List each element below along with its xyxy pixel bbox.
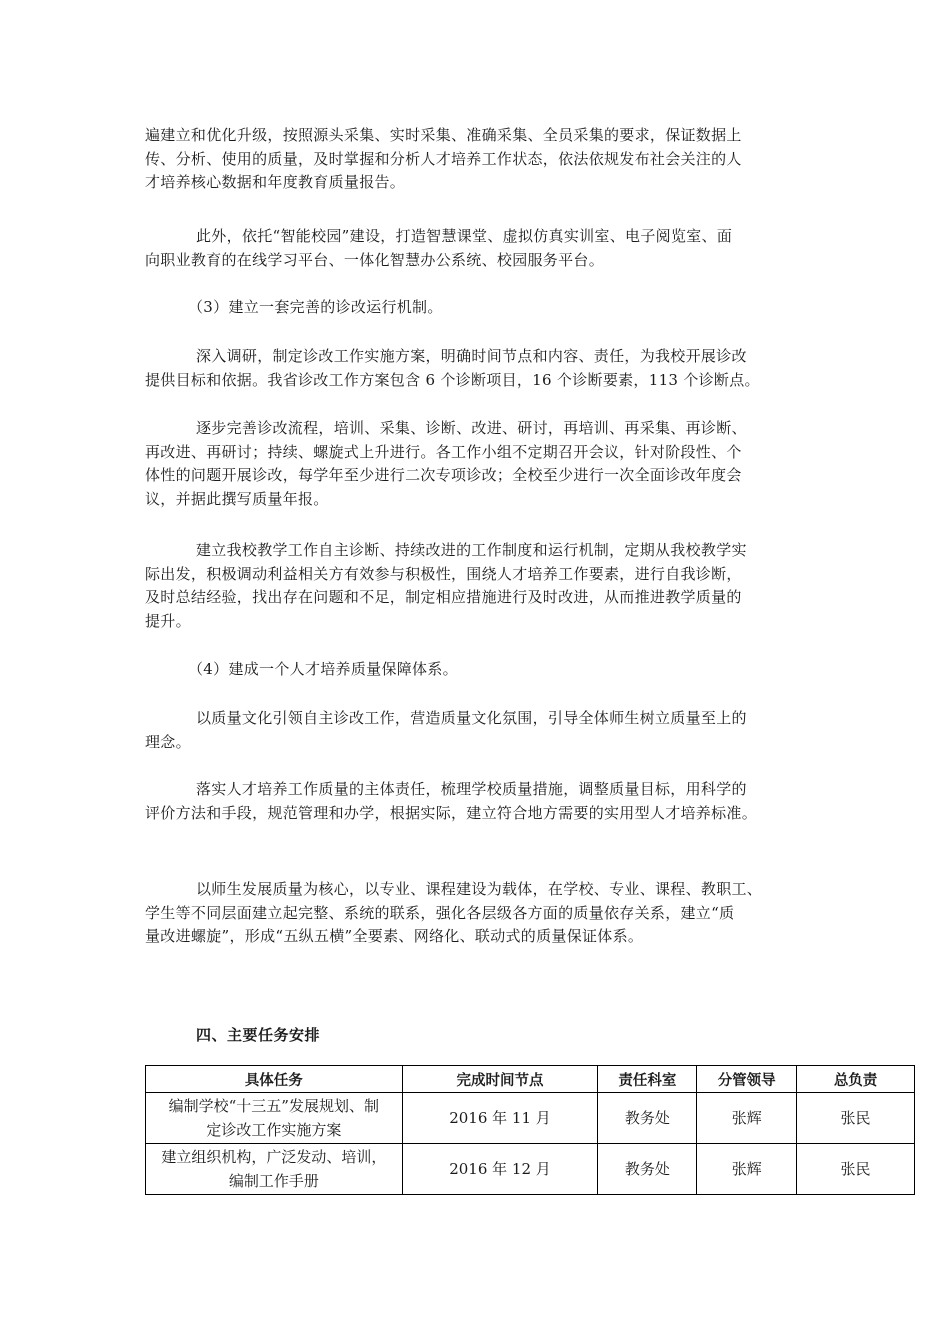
text-line: 提升。	[145, 611, 191, 630]
deadline-cell: 2016 年 12 月	[402, 1144, 598, 1195]
text-line: 评价方法和手段，规范管理和办学，根据实际，建立符合地方需要的实用型人才培养标准。	[145, 803, 758, 822]
task-line: 建立组织机构，广泛发动、培训，	[161, 1148, 387, 1166]
text-line: 际出发，积极调动利益相关方有效参与积极性，围绕人才培养工作要素，进行自我诊断，	[145, 564, 742, 583]
subheading-3	[145, 296, 815, 320]
task-table	[145, 1065, 915, 1195]
text-line: 以质量文化引领自主诊改工作，营造质量文化氛围，引导全体师生树立质量至上的	[196, 709, 747, 727]
text-line: 向职业教育的在线学习平台、一体化智慧办公系统、校园服务平台。	[145, 250, 605, 269]
subheading-4	[145, 658, 815, 682]
paragraph-responsibility	[145, 778, 815, 825]
text-line: 提供目标和依据。我省诊改工作方案包含 6 个诊断项目，16 个诊断要素，113 个诊断点。	[145, 370, 760, 389]
text-line: 再改进、再研讨；持续、螺旋式上升进行。各工作小组不定期召开会议，针对阶段性、个	[145, 442, 742, 461]
section-heading: 四、主要任务安排	[196, 1026, 321, 1044]
text-line: 以师生发展质量为核心，以专业、课程建设为载体，在学校、专业、课程、教职工、	[196, 880, 763, 898]
leader-cell: 张辉	[697, 1144, 797, 1195]
text-line: 逐步完善诊改流程，培训、采集、诊断、改进、研讨，再培训、再采集、再诊断、	[196, 419, 747, 437]
deadline-cell: 2016 年 11 月	[402, 1093, 598, 1144]
text-line: 建立我校教学工作自主诊断、持续改进的工作制度和运行机制，定期从我校教学实	[196, 541, 747, 559]
paragraph-data-collection	[145, 124, 815, 195]
text-line: 深入调研，制定诊改工作实施方案，明确时间节点和内容、责任，为我校开展诊改	[196, 347, 747, 365]
text-line: 学生等不同层面建立起完整、系统的联系，强化各层级各方面的质量依存关系，建立“质	[145, 903, 735, 922]
task-cell	[146, 1093, 403, 1144]
table-row	[146, 1093, 915, 1144]
text-line: 体性的问题开展诊改，每学年至少进行二次专项诊改；全校至少进行一次全面诊改年度会	[145, 466, 742, 484]
text-line: （3）建立一套完善的诊改运行机制。	[188, 298, 443, 316]
text-line: 量改进螺旋”，形成“五纵五横”全要素、网络化、联动式的质量保证体系。	[145, 927, 644, 945]
column-header: 完成时间节点	[402, 1066, 598, 1093]
column-header: 总负责	[797, 1066, 915, 1093]
text-line: 议，并据此撰写质量年报。	[145, 489, 329, 508]
column-header: 责任科室	[598, 1066, 697, 1093]
text-line: （4）建成一个人才培养质量保障体系。	[188, 660, 458, 678]
text-line: 遍建立和优化升级，按照源头采集、实时采集、准确采集、全员采集的要求，保证数据上	[145, 126, 742, 144]
text-line: 传、分析、使用的质量，及时掌握和分析人才培养工作状态，依法依规发布社会关注的人	[145, 149, 742, 168]
text-line: 落实人才培养工作质量的主体责任，梳理学校质量措施，调整质量目标，用科学的	[196, 780, 747, 798]
paragraph-quality-culture	[145, 707, 815, 754]
paragraph-mechanism	[145, 539, 815, 633]
text-line: 理念。	[145, 732, 191, 751]
leader-cell: 张辉	[697, 1093, 797, 1144]
task-line: 定诊改工作实施方案	[206, 1121, 342, 1139]
table-header-row	[146, 1066, 915, 1093]
paragraph-smart-campus	[145, 225, 815, 272]
chief-cell: 张民	[797, 1144, 915, 1195]
task-line: 编制工作手册	[228, 1172, 319, 1190]
text-line: 及时总结经验，找出存在问题和不足，制定相应措施进行及时改进，从而推进教学质量的	[145, 588, 742, 606]
text-line: 此外，依托“智能校园”建设，打造智慧课堂、虚拟仿真实训室、电子阅览室、面	[196, 227, 733, 245]
column-header: 具体任务	[146, 1066, 403, 1093]
text-line: 才培养核心数据和年度教育质量报告。	[145, 173, 406, 191]
paragraph-quality-system	[145, 878, 815, 949]
department-cell: 教务处	[598, 1144, 697, 1195]
paragraph-process	[145, 417, 815, 511]
column-header: 分管领导	[697, 1066, 797, 1093]
task-line: 编制学校“十三五”发展规划、制	[168, 1097, 379, 1115]
paragraph-research	[145, 345, 815, 392]
table-row	[146, 1144, 915, 1195]
task-cell	[146, 1144, 403, 1195]
department-cell: 教务处	[598, 1093, 697, 1144]
chief-cell: 张民	[797, 1093, 915, 1144]
